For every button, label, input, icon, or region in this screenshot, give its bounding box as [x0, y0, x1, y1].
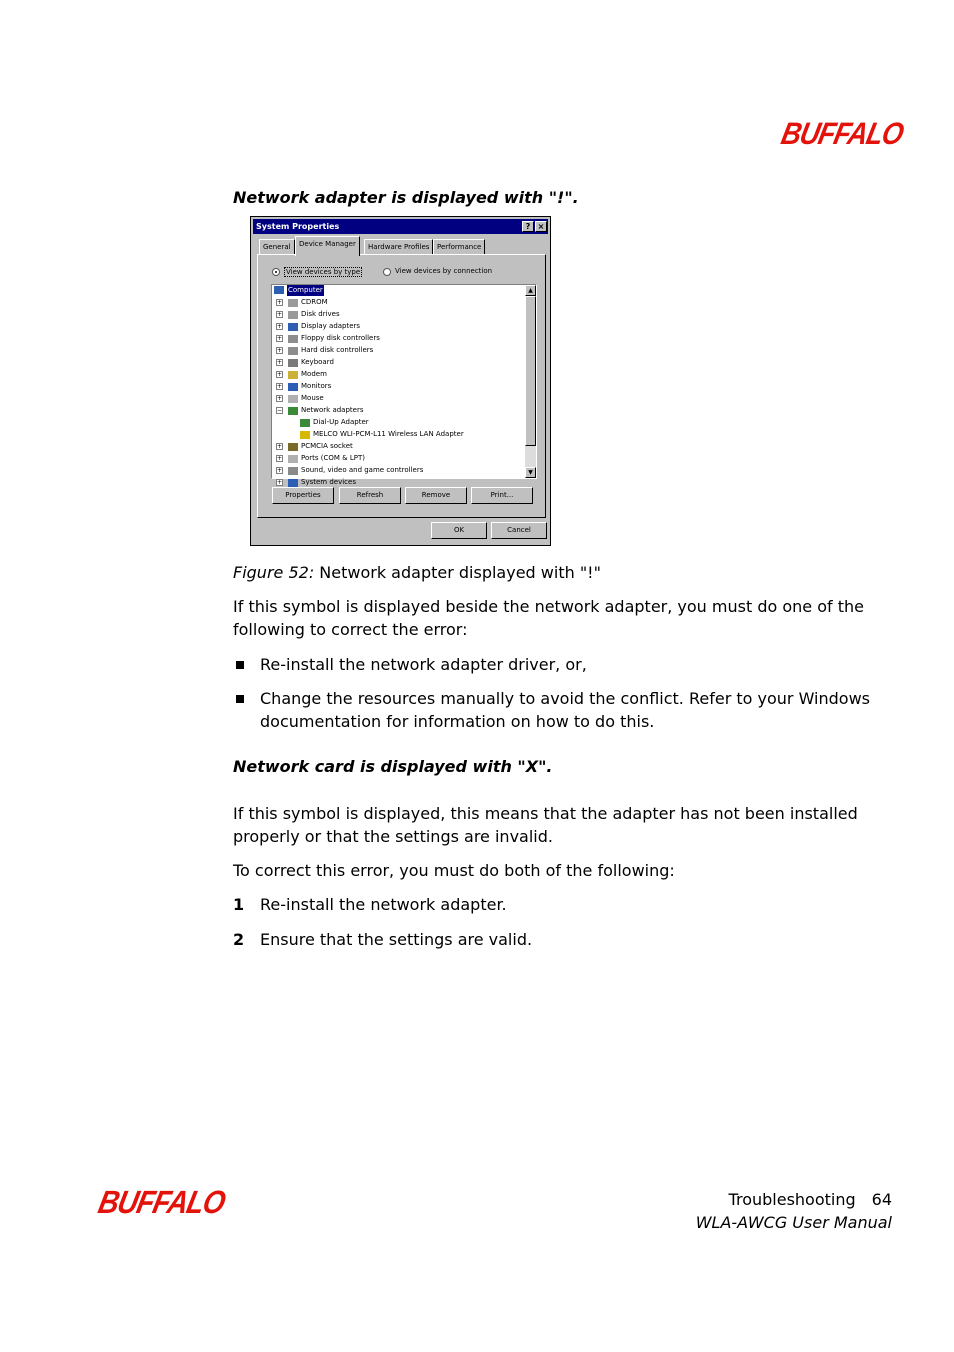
device-manager-panel [257, 254, 546, 518]
scroll-up-icon[interactable]: ▲ [525, 285, 536, 296]
scroll-down-icon[interactable]: ▼ [525, 467, 536, 478]
port-icon [288, 455, 298, 463]
expand-icon[interactable]: + [277, 479, 283, 486]
expand-icon[interactable]: + [277, 371, 283, 378]
footer-section-page [600, 1188, 892, 1211]
properties-button[interactable]: Properties [272, 487, 334, 504]
footer-manual-title: WLA-AWCG User Manual [695, 1213, 892, 1232]
print-button[interactable]: Print... [471, 487, 533, 504]
warning-exclamation-icon [300, 431, 310, 439]
collapse-icon[interactable]: − [277, 407, 283, 414]
step-text: Re-install the network adapter. [260, 895, 507, 914]
radio-view-by-connection-label: View devices by connection [395, 267, 493, 275]
display-adapter-icon [288, 323, 298, 331]
pcmcia-icon [288, 443, 298, 451]
tab-performance[interactable]: Performance [433, 239, 485, 255]
modem-icon [288, 371, 298, 379]
tab-hardware-profiles[interactable]: Hardware Profiles [364, 239, 433, 255]
monitor-icon [288, 383, 298, 391]
scroll-thumb[interactable] [525, 296, 536, 446]
section-heading-x: Network card is displayed with "X". [233, 757, 553, 776]
expand-icon[interactable]: + [277, 299, 283, 306]
footer-page-number: 64 [871, 1190, 892, 1209]
figure-label: Figure 52: [233, 563, 315, 582]
system-properties-screenshot [250, 216, 551, 546]
sound-icon [288, 467, 298, 475]
footer-section: Troubleshooting [728, 1190, 856, 1209]
dialog-title: System Properties [256, 222, 340, 231]
mouse-icon [288, 395, 298, 403]
expand-icon[interactable]: + [277, 347, 283, 354]
help-icon[interactable]: ? [522, 221, 534, 232]
close-icon[interactable]: × [535, 221, 547, 232]
bullet-change-resources: Change the resources manually to avoid the conflict. Refer to your Windows documentation for information on how to do this. [260, 689, 870, 731]
expand-icon[interactable]: + [277, 455, 283, 462]
hard-disk-controller-icon [288, 347, 298, 355]
disk-drive-icon [288, 311, 298, 319]
bullet-icon [236, 661, 244, 669]
radio-view-by-type-label: View devices by type [286, 268, 361, 276]
tab-general[interactable]: General [259, 239, 295, 255]
computer-icon [274, 286, 284, 294]
expand-icon[interactable]: + [277, 395, 283, 402]
bullet-reinstall-driver: Re-install the network adapter driver, or, [260, 655, 587, 674]
buffalo-logo-footer: BUFFALO [95, 1184, 229, 1220]
step-text: Ensure that the settings are valid. [260, 930, 533, 949]
tab-device-manager[interactable]: Device Manager [295, 236, 360, 256]
dialog-titlebar [253, 219, 548, 234]
expand-icon[interactable]: + [277, 323, 283, 330]
section-heading-exclamation: Network adapter is displayed with "!". [233, 188, 579, 207]
expand-icon[interactable]: + [277, 443, 283, 450]
expand-icon[interactable]: + [277, 335, 283, 342]
paragraph-x-instructions: To correct this error, you must do both of the following: [233, 861, 675, 880]
figure-caption [233, 561, 601, 584]
expand-icon[interactable]: + [277, 311, 283, 318]
expand-icon[interactable]: + [277, 383, 283, 390]
refresh-button[interactable]: Refresh [339, 487, 401, 504]
floppy-controller-icon [288, 335, 298, 343]
remove-button[interactable]: Remove [405, 487, 467, 504]
ok-button[interactable]: OK [431, 522, 487, 539]
tree-scrollbar[interactable] [525, 285, 536, 478]
paragraph-exclamation-intro: If this symbol is displayed beside the network adapter, you must do one of the following to correct the error: [233, 597, 864, 639]
bullet-icon [236, 695, 244, 703]
network-adapter-icon [288, 407, 298, 415]
expand-icon[interactable]: + [277, 467, 283, 474]
keyboard-icon [288, 359, 298, 367]
cancel-button[interactable]: Cancel [491, 522, 547, 539]
radio-view-by-connection[interactable] [383, 268, 391, 276]
buffalo-logo-top: BUFFALO [778, 116, 907, 151]
radio-view-by-type[interactable] [272, 268, 280, 276]
cdrom-icon [288, 299, 298, 307]
paragraph-x-intro: If this symbol is displayed, this means that the adapter has not been installed properly or that the settings are invalid. [233, 804, 858, 846]
network-card-icon [300, 419, 310, 427]
device-tree[interactable]: Computer + CDROM + Disk drives + Display adapters + Floppy disk controllers + Hard disk controllers + Keyboard + Modem + Monitors + Mouse − Network adapters Dial-Up Adapter MELCO WLI-PCM-L11 Wireless LAN Adapter + PCMCIA socket + Ports (COM & LPT) + Sound, video and game controllers + System devices ▲ ▼ [271, 284, 537, 479]
system-device-icon [288, 479, 298, 487]
figure-caption-text: Network adapter displayed with "!" [314, 563, 601, 582]
step-number: 2 [233, 930, 245, 949]
expand-icon[interactable]: + [277, 359, 283, 366]
step-number: 1 [233, 895, 245, 914]
